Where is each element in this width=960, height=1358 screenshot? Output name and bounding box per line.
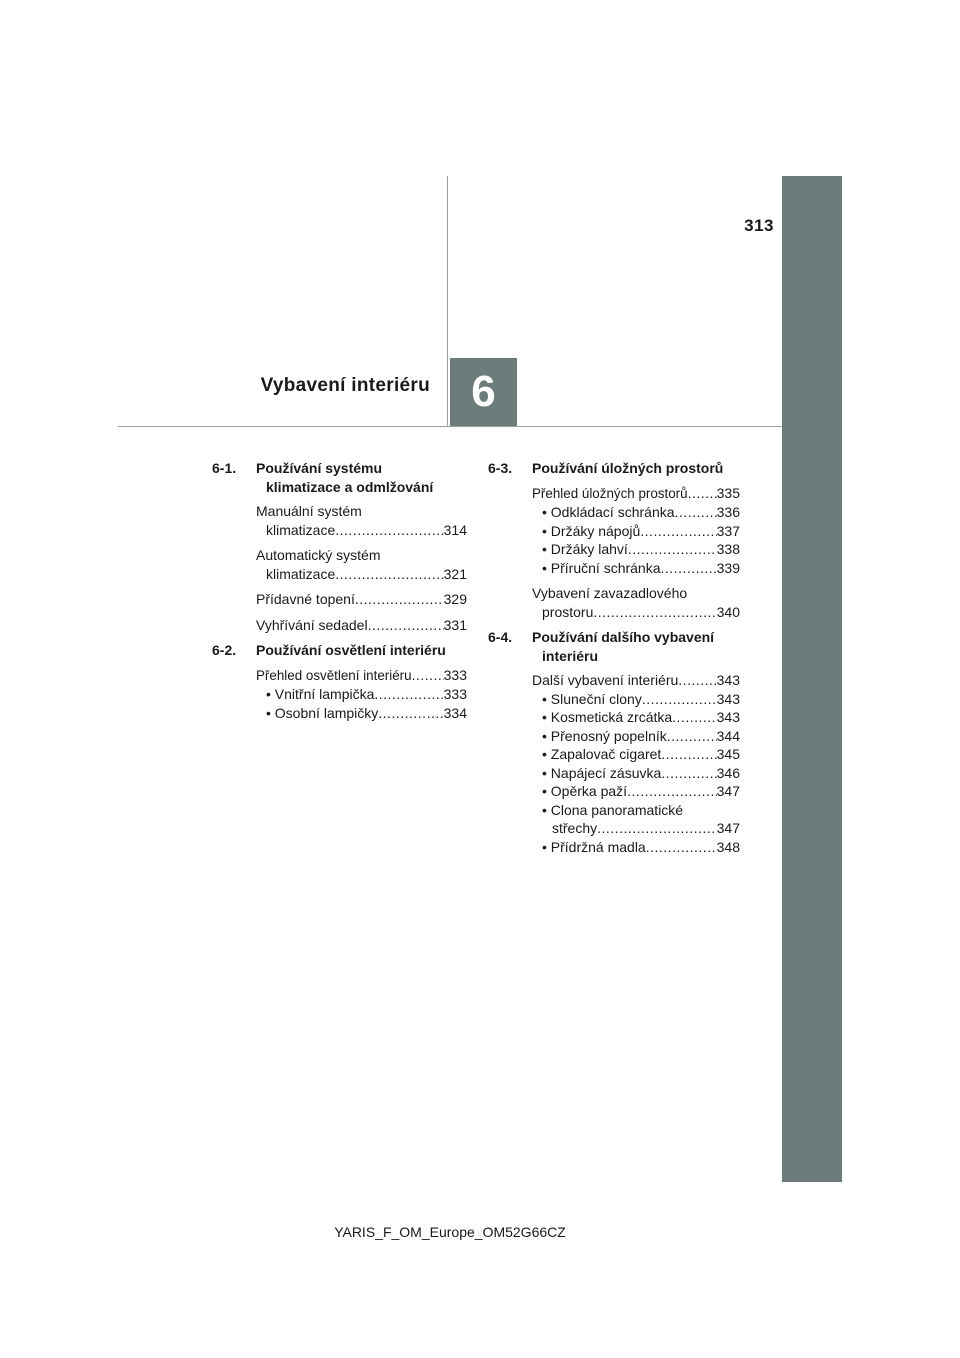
- entry-page: 346: [716, 764, 740, 781]
- dot-leader: [675, 503, 717, 522]
- entry-page: 343: [716, 672, 740, 688]
- toc-group-interior-lights: [256, 666, 467, 723]
- entry-title: • Clona panoramatické: [542, 801, 684, 818]
- toc-section-6-4: [488, 628, 740, 665]
- toc-entry-cup-holders[interactable]: [532, 522, 740, 541]
- chapter-number-box: 6: [450, 358, 517, 426]
- entry-title-cont: střechy: [552, 820, 598, 836]
- dot-leader: [640, 522, 716, 541]
- entry-page: 321: [443, 565, 467, 582]
- dot-leader: [661, 559, 717, 578]
- entry-title: • Sluneční clony: [542, 690, 642, 707]
- entry-page: 339: [716, 559, 740, 576]
- toc-group-storage: [532, 484, 740, 578]
- toc-entry-vanity-mirrors[interactable]: [532, 708, 740, 727]
- section-number: 6-2.: [212, 642, 237, 658]
- entry-page: 336: [716, 504, 740, 520]
- vertical-rule: [447, 176, 448, 427]
- section-title-cont: klimatizace a odmlžování: [266, 478, 434, 495]
- entry-page: 338: [716, 541, 740, 557]
- dot-leader: [335, 521, 443, 540]
- toc-entry-auto-climate[interactable]: [256, 546, 467, 583]
- entry-title-cont: klimatizace: [266, 565, 336, 582]
- toc-entry-sun-visors[interactable]: [532, 690, 740, 709]
- section-title: Používání dalšího vybavení: [532, 629, 715, 645]
- toc-section-6-1: [212, 459, 467, 496]
- entry-title: • Kosmetická zrcátka: [542, 709, 673, 725]
- dot-leader: [661, 764, 716, 783]
- entry-title: Přehled úložných prostorů: [532, 485, 688, 501]
- section-title: Používání úložných prostorů: [532, 460, 724, 476]
- dot-leader: [688, 484, 717, 503]
- document-footer: YARIS_F_OM_Europe_OM52G66CZ: [334, 1224, 566, 1240]
- entry-title: • Vnitřní lampička: [266, 686, 375, 702]
- dot-leader: [593, 603, 716, 622]
- chapter-title: Vybavení interiéru: [260, 375, 430, 396]
- dot-leader: [368, 616, 444, 635]
- entry-page: 333: [443, 686, 467, 702]
- entry-page: 333: [443, 666, 467, 683]
- entry-page: 340: [716, 603, 740, 620]
- toc-entry-aux-heater[interactable]: [256, 590, 467, 609]
- entry-title: • Držáky lahví: [542, 541, 628, 557]
- toc-entry-lights-overview[interactable]: [256, 666, 467, 686]
- dot-leader: [374, 685, 443, 704]
- toc-entry-bottle-holders[interactable]: [532, 540, 740, 559]
- entry-title-cont: prostoru: [542, 603, 594, 620]
- dot-leader: [642, 690, 717, 709]
- section-number: 6-1.: [212, 460, 237, 476]
- dot-leader: [672, 708, 716, 727]
- entry-title: • Příruční schránka: [542, 559, 661, 576]
- entry-page: 343: [716, 690, 740, 707]
- entry-title: Manuální systém: [256, 503, 362, 519]
- toc-entry-seat-heaters[interactable]: [256, 616, 467, 635]
- dot-leader: [597, 819, 717, 838]
- entry-title: Další vybavení interiéru: [532, 672, 679, 688]
- entry-title: • Zapalovač cigaret: [542, 746, 662, 762]
- entry-title: • Přídržná madla: [542, 838, 646, 855]
- toc-entry-personal-lamps[interactable]: [256, 704, 467, 723]
- entry-page: 343: [716, 709, 740, 725]
- dot-leader: [661, 745, 716, 764]
- entry-page: 347: [716, 820, 740, 836]
- entry-page: 345: [716, 746, 740, 762]
- dot-leader: [646, 838, 717, 857]
- toc-section-6-3: [488, 459, 740, 478]
- dot-leader: [628, 540, 717, 559]
- toc-entry-panoramic-shade[interactable]: [532, 801, 740, 838]
- toc-entry-glove-box[interactable]: [532, 503, 740, 522]
- dot-leader: [627, 782, 717, 801]
- toc-entry-manual-climate[interactable]: [256, 502, 467, 539]
- entry-title: • Odkládací schránka: [542, 504, 675, 520]
- toc-entry-armrest[interactable]: [532, 782, 740, 801]
- entry-title: Vybavení zavazadlového: [532, 585, 688, 601]
- dot-leader: [335, 565, 443, 584]
- section-title: Používání systému: [256, 460, 383, 476]
- entry-page: 329: [443, 591, 467, 607]
- horizontal-rule: [118, 426, 782, 427]
- entry-title: • Napájecí zásuvka: [542, 764, 662, 781]
- page-number: 313: [744, 216, 774, 235]
- entry-title-cont: klimatizace: [266, 521, 336, 538]
- toc-entry-power-outlet[interactable]: [532, 764, 740, 783]
- toc-group-other-features: [532, 671, 740, 856]
- section-number: 6-4.: [488, 629, 513, 645]
- entry-page: 347: [716, 783, 740, 799]
- entry-title: Automatický systém: [256, 547, 381, 563]
- dot-leader: [678, 671, 716, 690]
- entry-title: • Opěrka paží: [542, 783, 628, 799]
- entry-page: 348: [716, 838, 740, 855]
- dot-leader: [378, 704, 443, 723]
- toc-entry-interior-lamp[interactable]: [256, 685, 467, 704]
- section-title: Používání osvětlení interiéru: [256, 642, 446, 658]
- section-number: 6-3.: [488, 460, 513, 476]
- toc-entry-other-features[interactable]: [532, 671, 740, 690]
- toc-section-6-2: [212, 641, 467, 660]
- dot-leader: [412, 666, 444, 685]
- entry-page: 314: [443, 521, 467, 538]
- toc-entry-auxiliary-box[interactable]: [532, 559, 740, 578]
- toc-entry-ashtray[interactable]: [532, 727, 740, 746]
- section-title-cont: interiéru: [542, 647, 599, 664]
- entry-page: 331: [443, 616, 467, 633]
- entry-title: Přehled osvětlení interiéru: [256, 667, 412, 683]
- entry-page: 344: [716, 727, 740, 744]
- entry-title: • Držáky nápojů: [542, 522, 641, 539]
- entry-title: Přídavné topení: [256, 591, 355, 607]
- toc-right-column: [488, 459, 740, 863]
- entry-page: 337: [716, 522, 740, 539]
- entry-title: • Osobní lampičky: [266, 704, 379, 721]
- entry-title: • Přenosný popelník: [542, 727, 667, 744]
- dot-leader: [355, 590, 444, 609]
- dot-leader: [667, 727, 717, 746]
- chapter-side-tab: [782, 176, 842, 1182]
- entry-title: Vyhřívání sedadel: [256, 616, 368, 633]
- entry-page: 334: [443, 704, 467, 721]
- entry-page: 335: [716, 484, 740, 501]
- toc-entry-storage-overview[interactable]: [532, 484, 740, 504]
- toc-entry-cigarette-lighter[interactable]: [532, 745, 740, 764]
- toc-entry-assist-grips[interactable]: [532, 838, 740, 857]
- toc-entry-luggage-features[interactable]: [532, 584, 740, 621]
- toc-left-column: [212, 459, 467, 729]
